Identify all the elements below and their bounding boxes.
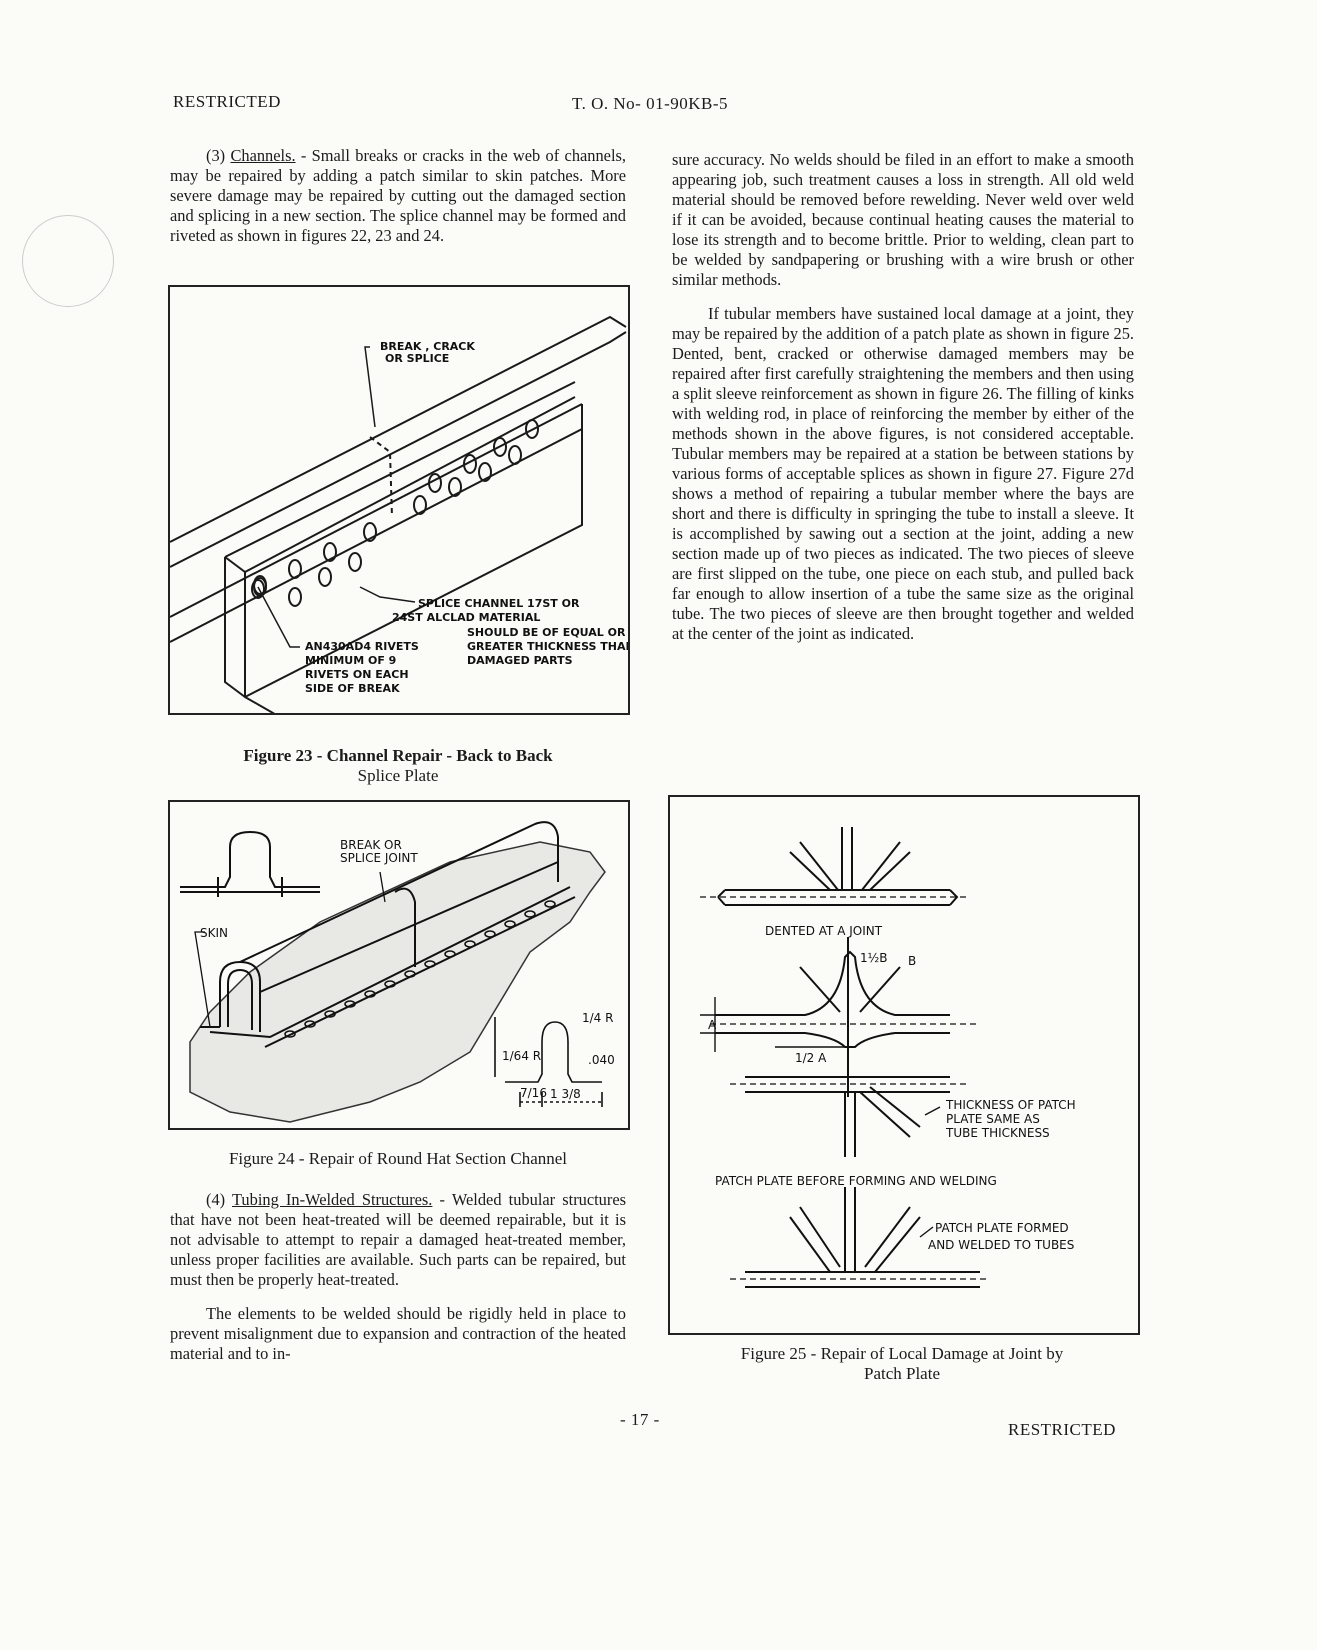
figure-25-caption-line-2: Patch Plate [863, 1364, 940, 1383]
fig23-label-break-2: OR SPLICE [385, 352, 450, 365]
fig25-label-formed-2: AND WELDED TO TUBES [928, 1238, 1075, 1252]
fig23-label-splice-5: DAMAGED PARTS [467, 654, 573, 667]
punch-hole-artifact [22, 215, 114, 307]
fig25-label-before: PATCH PLATE BEFORE FORMING AND WELDING [715, 1174, 997, 1188]
fig23-label-splice-3: SHOULD BE OF EQUAL OR [467, 626, 626, 639]
fig23-label-splice-1: SPLICE CHANNEL 17ST OR [418, 597, 580, 610]
right-paragraph-2: If tubular members have sustained local damage at a joint, they may be repaired by the addition of a patch plate as shown in figure 25. Dented, bent, cracked or otherwise damaged members may be repaired after first carefully straightening the members and then using a split sleeve reinforcement as shown in figure 26. The filling of kinks with welding rod, in place of reinforcing the member by either of the methods shown in the above figures, is not considered acceptable. Tubular members may be repaired at a station be between stations by various forms of acceptable splices as shown in figure 27. Figure 27d shows a method of repairing a tubular member where the bays are short and there is difficulty in springing the tube to install a sleeve. It is accomplished by sawing out a section at the joint, adding a new section made up of two pieces as indicated. The two pieces of sleeve are first slipped on the tube, one piece on each stub, and pulled back far enough to allow insertion of a tube the same size as the original tube. The two pieces of sleeve are then brought together and welded at the center of the joint as indicated. [672, 304, 1134, 643]
tubing-text: - Welded tubular structures that have not been heat-treated will be deemed repairable, but it is not advisable to attempt to repair a damaged heat-treated member, unless proper facilities are available. Such parts can be repaired, but must then be properly heat-treated. [170, 1190, 626, 1289]
fig24-label-break-1: BREAK OR [340, 838, 402, 852]
figure-25-box [668, 795, 1140, 1335]
figure-24-caption: Figure 24 - Repair of Round Hat Section Channel [228, 1149, 568, 1168]
fig25-label-thick-1: THICKNESS OF PATCH [946, 1098, 1076, 1112]
fig24-dim-138: 1 3/8 [550, 1087, 581, 1101]
figure-23-caption-line-2: Splice Plate [357, 766, 439, 785]
fig24-label-break-2: SPLICE JOINT [340, 851, 418, 865]
fig23-label-rivets-3: RIVETS ON EACH [305, 668, 409, 681]
fig23-label-rivets-2: MINIMUM OF 9 [305, 654, 397, 667]
right-paragraph-1: sure accuracy. No welds should be filed in an effort to make a smooth appearing job, such treatment causes a loss in strength. All old weld material should be removed before rewelding. Never weld over weld if it can be avoided, because continual heating causes the material to lose its strength and to become brittle. Prior to welding, clean part to be welded by sandpapering or brushing with a wire brush or other similar methods. [672, 150, 1134, 289]
fig23-label-rivets-1: AN430AD4 RIVETS [305, 640, 419, 653]
figure-24-drawing [170, 802, 628, 1128]
figure-23-caption-line-1: Figure 23 - Channel Repair - Back to Back [243, 746, 553, 765]
fig25-label-dented: DENTED AT A JOINT [765, 924, 883, 938]
fig24-dim-r-top: 1/4 R [582, 1011, 614, 1025]
section-number: (3) [206, 146, 226, 165]
fig25-label-a: A [708, 1018, 717, 1032]
fig24-dim-716: 7/16 [520, 1086, 547, 1100]
figure-23-drawing [170, 287, 628, 713]
page-number: - 17 - [620, 1410, 660, 1429]
channels-paragraph [170, 146, 626, 260]
fig25-label-thick-2: PLATE SAME AS [946, 1112, 1040, 1126]
fig24-dim-r-left: 1/64 R [502, 1049, 542, 1063]
channels-text: - Small breaks or cracks in the web of channels, may be repaired by adding a patch similar to skin patches. More severe damage may be repaired by cutting out the damaged section and splicing in a new section. The splice channel may be formed and riveted as shown in figures 22, 23 and 24. [170, 146, 626, 245]
tubing-title: Tubing In-Welded Structures. [232, 1190, 433, 1209]
fig23-label-splice-4: GREATER THICKNESS THAN [467, 640, 628, 653]
fig24-dim-040: .040 [588, 1053, 615, 1067]
fig25-label-15b: 1½B [860, 951, 888, 965]
header-to-number: T. O. No- 01-90KB-5 [572, 94, 729, 113]
header-restricted: RESTRICTED [173, 92, 281, 111]
right-column-text [672, 150, 1134, 658]
section-number: (4) [206, 1190, 226, 1209]
elements-paragraph: The elements to be welded should be rigidly held in place to prevent misalignment due to expansion and contraction of the heated material and to in- [170, 1304, 626, 1363]
footer-restricted: RESTRICTED [1008, 1420, 1116, 1439]
channels-title: Channels. [230, 146, 296, 165]
tubing-paragraphs [170, 1190, 626, 1378]
figure-25-caption-line-1: Figure 25 - Repair of Local Damage at Joint by [740, 1344, 1064, 1363]
figure-25-caption [668, 1344, 1136, 1384]
fig24-label-skin: SKIN [200, 926, 229, 940]
figure-23-box [168, 285, 630, 715]
fig23-label-rivets-4: SIDE OF BREAK [305, 682, 400, 695]
figure-24-box [168, 800, 630, 1130]
figure-23-caption [168, 746, 628, 786]
fig25-label-formed-1: PATCH PLATE FORMED [935, 1221, 1069, 1235]
fig25-label-half-a: 1/2 A [795, 1051, 827, 1065]
fig25-label-thick-3: TUBE THICKNESS [946, 1126, 1050, 1140]
fig23-label-break-1: BREAK , CRACK [380, 340, 475, 353]
fig25-label-b: B [908, 954, 917, 968]
fig23-label-splice-2: 24ST ALCLAD MATERIAL [392, 611, 541, 624]
figure-25-drawing [670, 797, 1138, 1333]
